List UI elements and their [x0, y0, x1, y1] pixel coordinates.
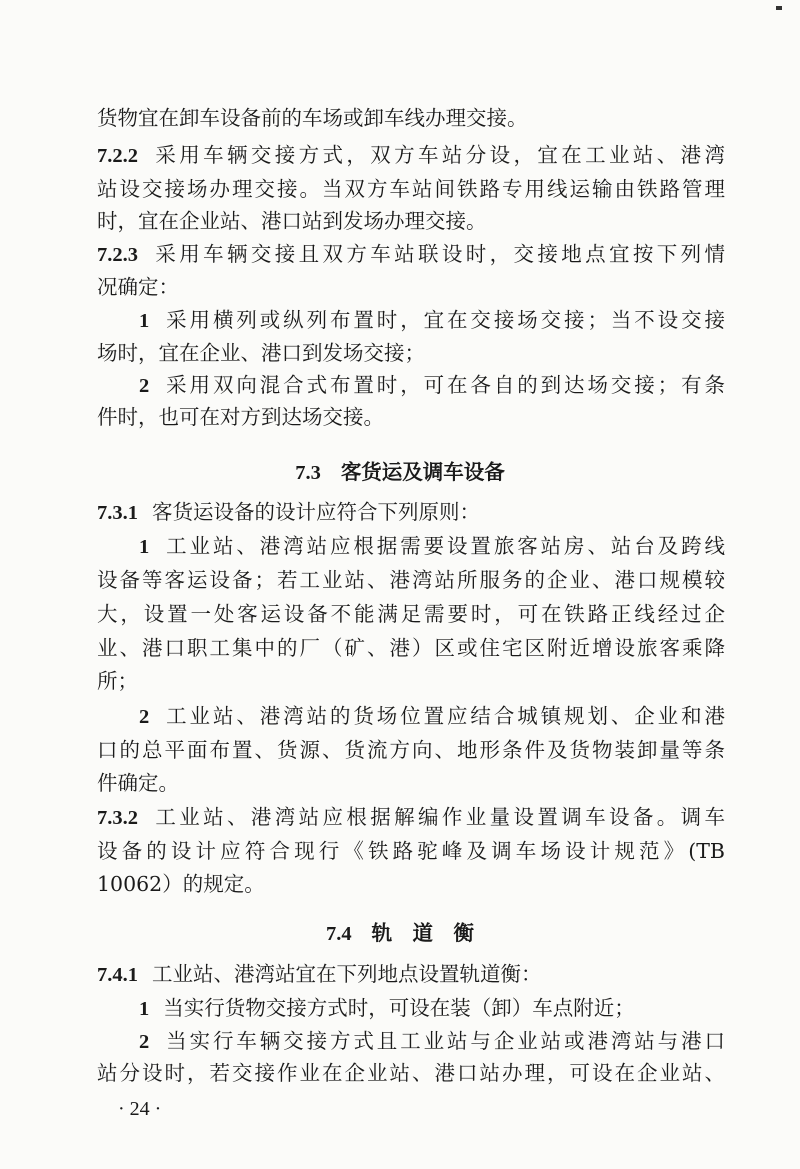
section-title: 轨 道 衡 — [371, 921, 475, 945]
section-number: 7.3 — [295, 462, 321, 484]
section-number: 7.4 — [325, 923, 352, 945]
line-text: 10062）的规定。 — [97, 872, 265, 896]
line-text: 工业站、港湾站宜在下列地点设置轨道衡： — [152, 962, 542, 986]
clause-number: 2 — [139, 1031, 150, 1053]
text-line — [97, 275, 725, 299]
section-heading-7-4 — [0, 916, 800, 946]
clause-number: 1 — [139, 998, 150, 1020]
clause-number: 7.2.2 — [97, 145, 138, 167]
text-line — [97, 636, 725, 660]
clause-number: 1 — [139, 536, 150, 558]
clause-number: 1 — [139, 310, 150, 332]
line-text: 采用双向混合式布置时，可在各自的到达场交接；有条 — [163, 373, 725, 397]
line-text: 客货运设备的设计应符合下列原则： — [152, 500, 480, 524]
text-line — [97, 805, 725, 829]
text-line — [97, 405, 725, 429]
line-text: 件确定。 — [97, 771, 179, 795]
line-text: 采用横列或纵列布置时，宜在交接场交接；当不设交接 — [163, 308, 725, 332]
clause-number: 7.3.2 — [97, 807, 138, 829]
line-text: 况确定： — [97, 275, 179, 299]
line-text: 所； — [97, 669, 138, 693]
text-line — [97, 1029, 725, 1053]
clause-number: 7.3.1 — [97, 502, 138, 524]
text-line — [97, 209, 725, 233]
text-line — [97, 872, 725, 896]
line-text: 站设交接场办理交接。当双方车站间铁路专用线运输由铁路管理 — [97, 177, 725, 201]
line-text: 采用车辆交接方式，双方车站分设，宜在工业站、港湾 — [152, 143, 725, 167]
clause-number: 7.2.3 — [97, 244, 138, 266]
text-line — [97, 341, 725, 365]
text-line — [97, 143, 725, 167]
line-text: 采用车辆交接且双方车站联设时，交接地点宜按下列情 — [152, 242, 725, 266]
line-text: 设备等客运设备；若工业站、港湾站所服务的企业、港口规模较 — [97, 568, 725, 592]
section-heading-7-3 — [0, 455, 800, 485]
line-text: 当实行车辆交接方式且工业站与企业站或港湾站与港口 — [163, 1029, 725, 1053]
line-text: 场时，宜在企业、港口到发场交接； — [97, 341, 425, 365]
text-line — [97, 500, 725, 525]
text-line — [97, 534, 725, 558]
text-line — [97, 308, 725, 332]
line-text: 工业站、港湾站应根据需要设置旅客站房、站台及跨线 — [163, 534, 725, 558]
text-line — [97, 704, 725, 728]
text-line — [97, 602, 725, 626]
clause-number: 7.4.1 — [97, 964, 138, 986]
text-line — [97, 738, 725, 762]
text-line — [97, 962, 725, 987]
line-text: 业、港口职工集中的厂（矿、港）区或住宅区附近增设旅客乘降 — [97, 636, 725, 660]
scan-mark — [776, 6, 782, 10]
text-line — [97, 106, 725, 130]
line-text: 当实行货物交接方式时，可设在装（卸）车点附近； — [163, 996, 635, 1020]
text-line — [97, 771, 725, 795]
line-text: 大，设置一处客运设备不能满足需要时，可在铁路正线经过企 — [97, 602, 725, 626]
text-line — [97, 839, 725, 863]
line-text: 口的总平面布置、货源、货流方向、地形条件及货物装卸量等条 — [97, 738, 725, 762]
clause-number: 2 — [139, 375, 150, 397]
clause-number: 2 — [139, 706, 150, 728]
line-text: 设备的设计应符合现行《铁路驼峰及调车场设计规范》(TB — [97, 839, 725, 863]
section-title: 客货运及调车设备 — [340, 460, 505, 484]
text-line — [97, 373, 725, 397]
line-text: 货物宜在卸车设备前的车场或卸车线办理交接。 — [97, 106, 528, 130]
text-line — [97, 242, 725, 266]
line-text: 时，宜在企业站、港口站到发场办理交接。 — [97, 209, 487, 233]
text-line — [97, 996, 725, 1021]
text-line — [97, 568, 725, 592]
line-text: 站分设时，若交接作业在企业站、港口站办理，可设在企业站、 — [97, 1061, 725, 1085]
line-text: 工业站、港湾站应根据解编作业量设置调车设备。调车 — [152, 805, 725, 829]
line-text: 工业站、港湾站的货场位置应结合城镇规划、企业和港 — [163, 704, 725, 728]
text-line — [97, 177, 725, 201]
text-line — [97, 1061, 725, 1085]
text-line — [97, 669, 725, 693]
line-text: 件时，也可在对方到达场交接。 — [97, 405, 384, 429]
page-number: · 24 · — [118, 1098, 162, 1120]
